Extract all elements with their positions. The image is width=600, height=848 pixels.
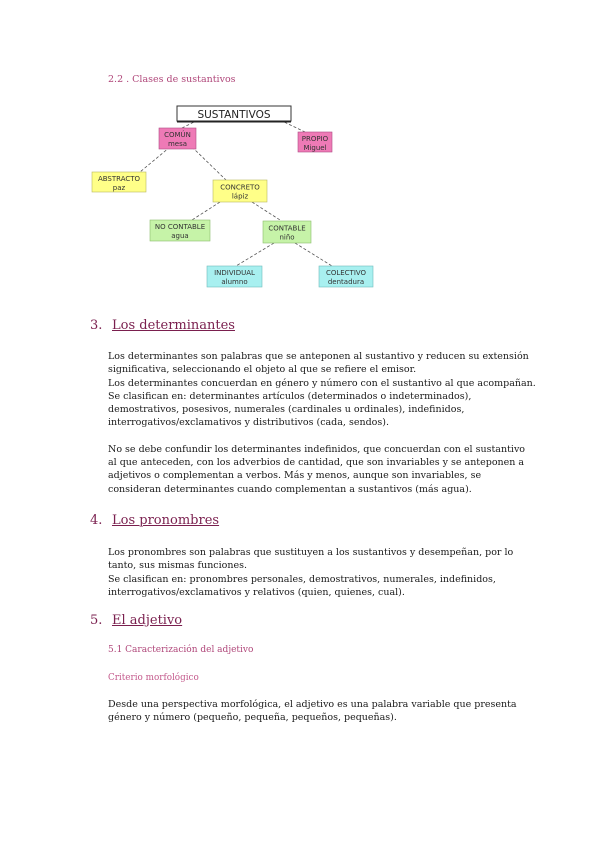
section-4-body [108,546,536,599]
section-5-heading [90,613,182,628]
node-no-contable-example: agua [171,232,189,240]
edge-concreto-contable [252,202,280,220]
node-individual [207,266,262,287]
section-4-number: 4. [90,513,103,528]
node-propio [298,132,332,152]
node-contable [263,221,311,243]
node-root-label: SUSTANTIVOS [197,109,271,121]
section-3-title: Los determinantes [112,318,235,333]
node-no-contable [150,220,210,241]
node-individual-example: alumno [221,278,248,286]
section-4-paragraph-1: Los pronombres son palabras que sustituyen a los sustantivos y desempeñan, por lo tanto, sus mismas funciones. [108,547,514,572]
node-no-contable-label: NO CONTABLE [154,223,206,231]
node-abstracto-example: paz [112,184,126,192]
section-5-title: El adjetivo [112,613,183,628]
node-concreto-example: lápiz [231,192,249,201]
node-comun [159,128,196,149]
node-comun-example: mesa [167,140,188,148]
criterion-heading: Criterio morfológico [108,673,199,683]
section-3-paragraph-3: No se debe confundir los determinantes indefinidos, que concuerdan con el sustantivo al que anteceden, con los adverbios de cantidad, que son invariables y se anteponen a adjetivos o complementan a verbos. Más y menos, aunque son invariables, se consideran determinantes cuando complementan a sustantivos (más agua). [108,443,526,495]
section-4-title: Los pronombres [112,513,220,528]
section-3-heading [90,318,235,333]
edge-contable-individual [236,243,274,266]
node-concreto-label: CONCRETO [220,183,260,192]
edge-contable-colectivo [295,243,332,266]
node-abstracto [92,172,146,192]
node-individual-label: INDIVIDUAL [214,269,255,277]
section-4-paragraph-2: Se clasifican en: pronombres personales, demostrativos, numerales, indefinidos, interrogativos/exclamativos y relativos (quien, quienes, cual). [108,573,496,598]
node-contable-example: niño [279,233,295,242]
section-2-2-title: 2.2 . Clases de sustantivos [108,74,236,85]
node-root [177,106,291,122]
node-colectivo-example: dentadura [327,278,365,286]
section-4-heading [90,513,219,528]
section-3-paragraph-2: Los determinantes concuerdan en género y número con el sustantivo al que acompañan. Se clasifican en: determinantes artículos (determinados o indeterminados), demostrativos, posesivos, numerales (cardinales u ordinales), indefinidos, interrogativos/exclamativos y distributivos (cada, sendos). [108,377,536,429]
node-concreto [213,180,267,202]
section-5-number: 5. [90,613,103,628]
node-contable-label: CONTABLE [268,224,306,233]
section-5-1-title: 5.1 Caracterización del adjetivo [108,645,254,655]
noun-classification-diagram [80,100,380,295]
edge-comun-abstracto [140,147,170,172]
node-colectivo [319,266,373,287]
section-5-body [108,698,536,725]
node-propio-example: Miguel [303,144,327,152]
node-colectivo-label: COLECTIVO [325,269,367,277]
edge-comun-concreto [192,147,226,180]
node-comun-label: COMÚN [164,131,191,139]
section-5-paragraph-1: Desde una perspectiva morfológica, el adjetivo es una palabra variable que presenta género y número (pequeño, pequeña, pequeños, pequeñas). [108,699,517,724]
section-3-body [108,350,536,496]
node-propio-label: PROPIO [301,135,329,143]
section-3-number: 3. [90,318,103,333]
section-3-paragraph-1: Los determinantes son palabras que se anteponen al sustantivo y reducen su extensión significativa, seleccionando el objeto al que se refiere el emisor. [108,351,529,376]
edge-concreto-nocontable [192,202,220,220]
node-abstracto-label: ABSTRACTO [97,175,141,183]
